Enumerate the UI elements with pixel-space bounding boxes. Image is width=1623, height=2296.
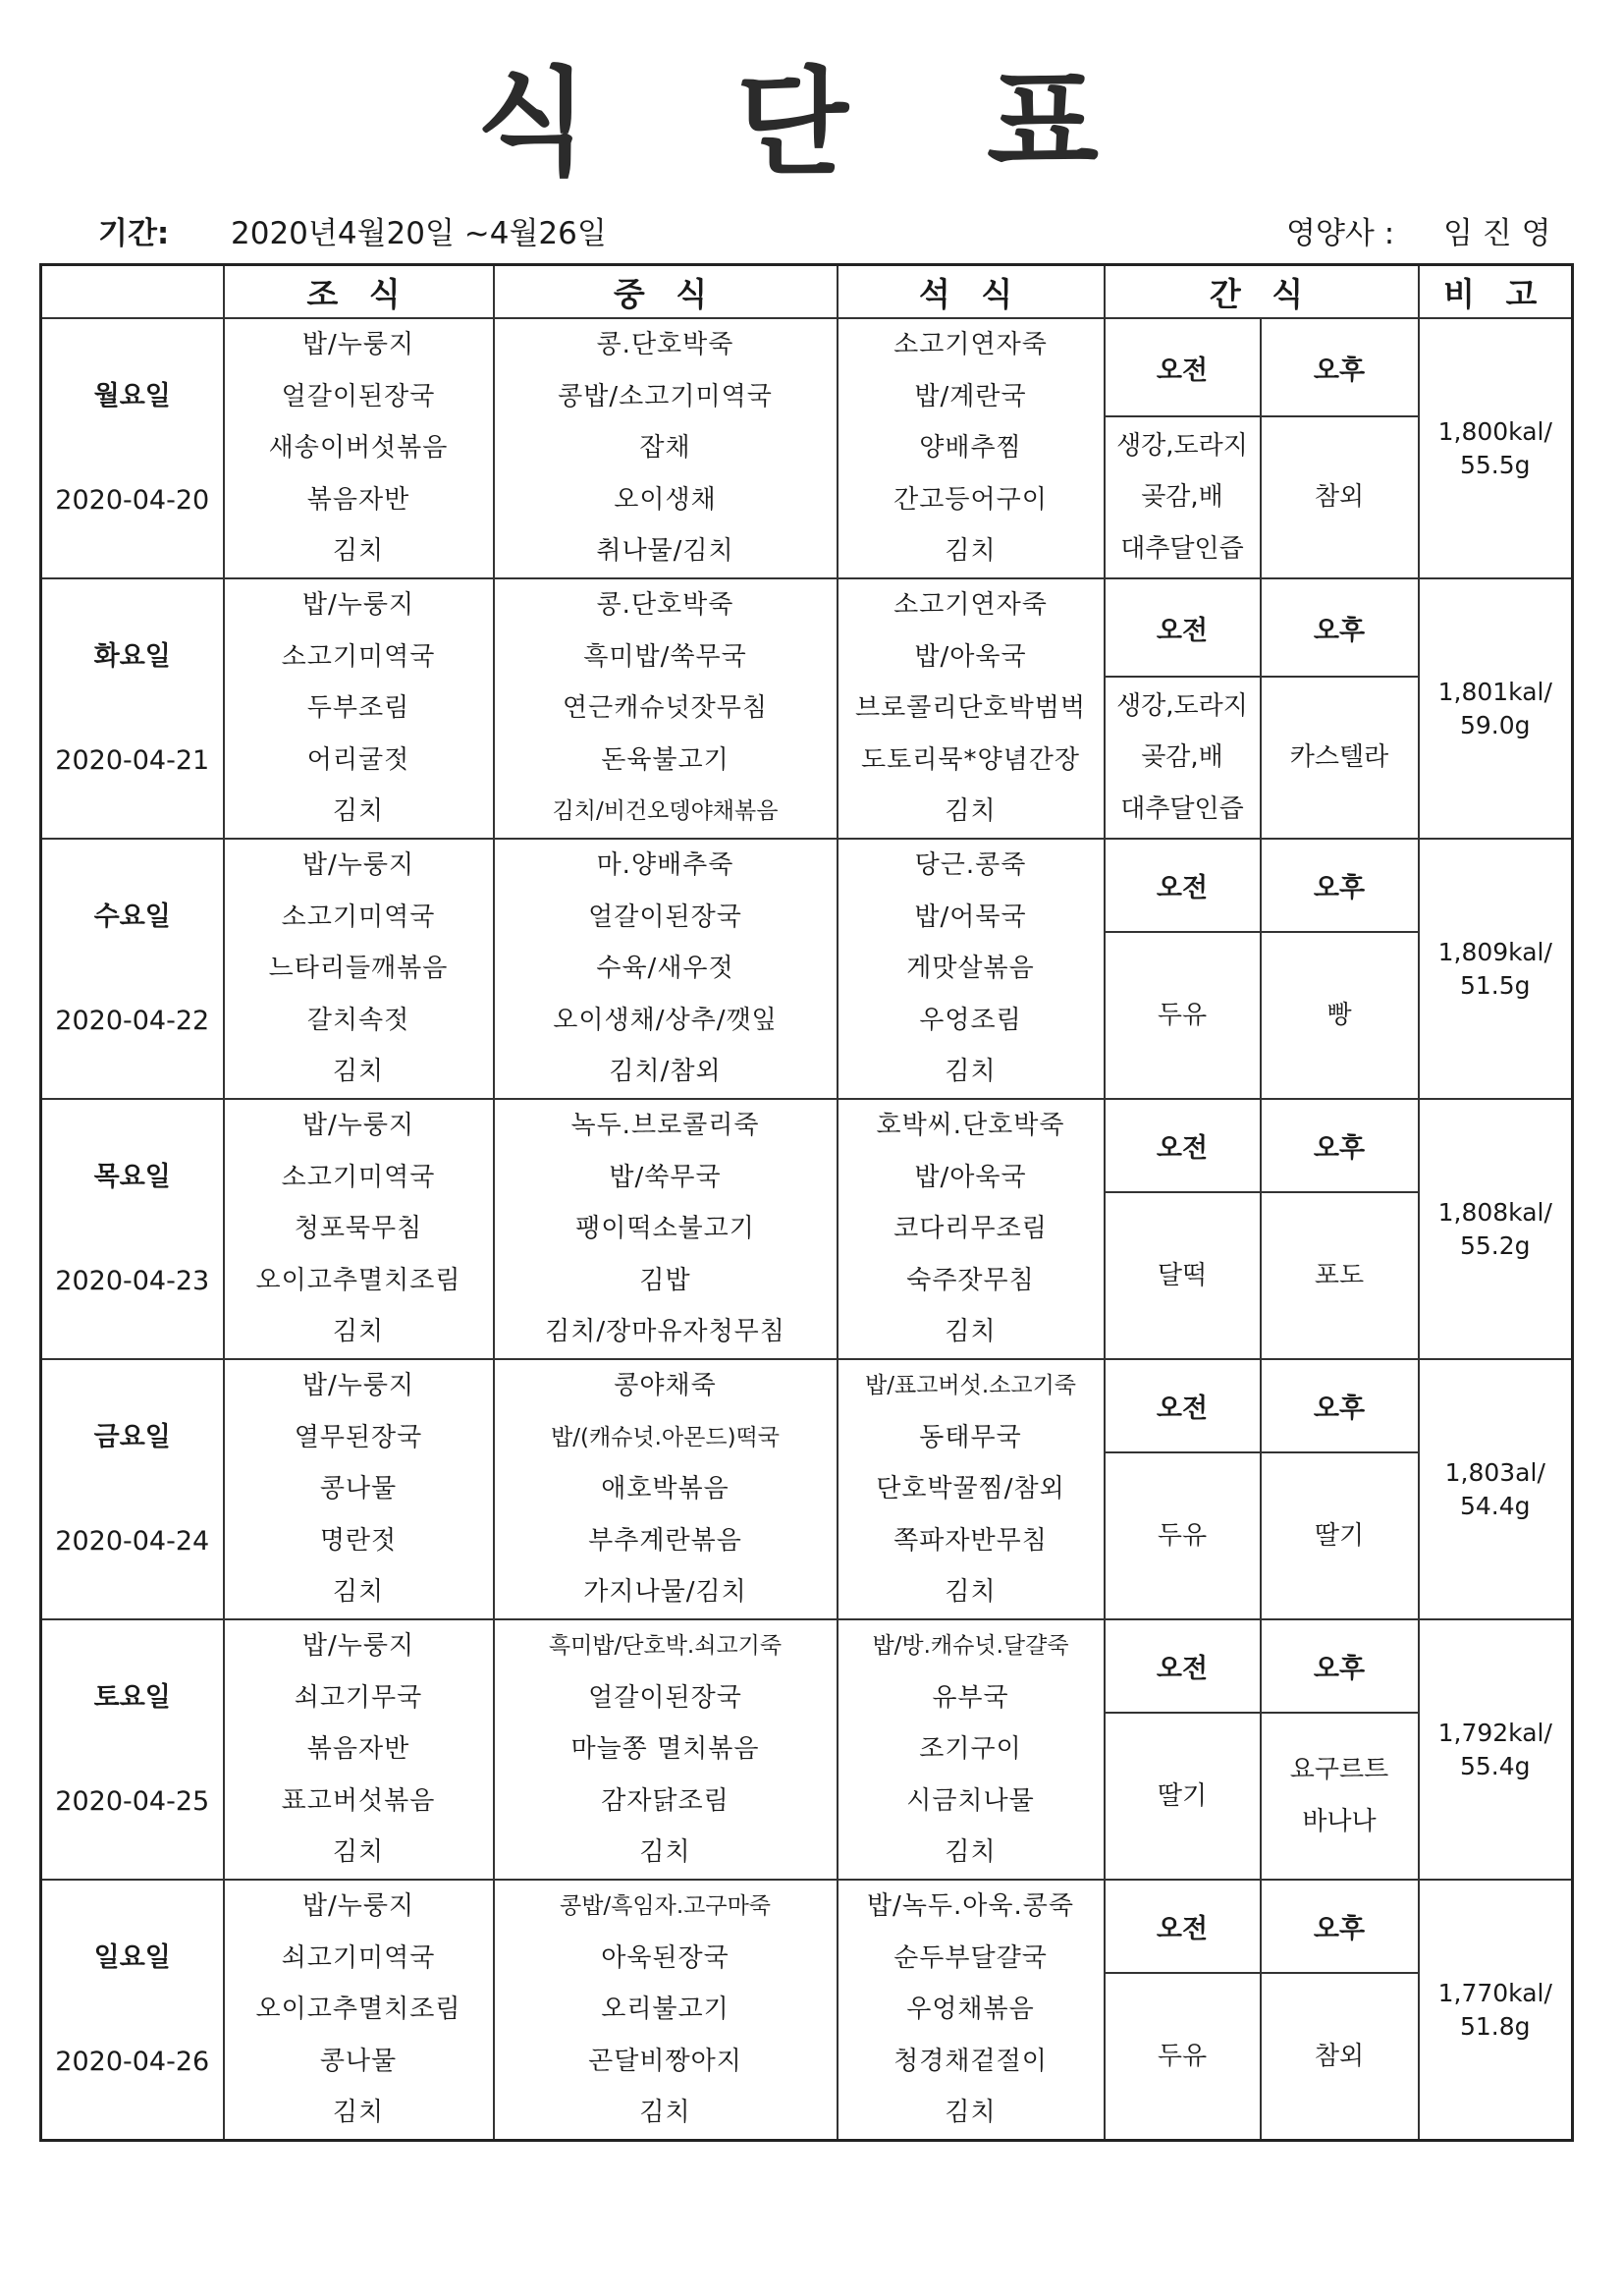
breakfast-item: 콩나물 [319, 2046, 398, 2076]
lunch-item: 흑미밥/단호박.쇠고기죽 [548, 1633, 783, 1660]
lunch-cell [494, 318, 838, 578]
lunch-item: 팽이떡소불고기 [575, 1214, 755, 1244]
breakfast-item: 밥/누룽지 [301, 1631, 415, 1662]
dinner-item: 우엉채볶음 [906, 1995, 1035, 2025]
table-row [41, 1359, 1573, 1619]
dinner-item: 호박씨.단호박죽 [876, 1111, 1065, 1141]
breakfast-item: 두부조림 [306, 693, 410, 724]
snack-grid [1106, 1100, 1418, 1358]
lunch-cell [494, 1880, 838, 2141]
lunch-item: 애호박볶음 [601, 1474, 730, 1504]
breakfast-item: 밥/누룽지 [301, 850, 415, 881]
snack-pm-items [1262, 1453, 1418, 1618]
header-breakfast: 조 식 [224, 265, 494, 319]
breakfast-item: 소고기미역국 [281, 902, 436, 932]
snack-pm-item: 포도 [1314, 1260, 1365, 1290]
snack-cell [1105, 1880, 1419, 2141]
snack-grid [1106, 840, 1418, 1098]
dinner-cell [838, 1099, 1105, 1359]
breakfast-item: 청포묵무침 [294, 1214, 423, 1244]
breakfast-item: 오이고추멸치조림 [255, 1995, 461, 2025]
breakfast-item: 밥/누룽지 [301, 1111, 415, 1141]
snack-am-item: 두유 [1157, 1000, 1208, 1030]
snack-grid [1106, 1360, 1418, 1618]
lunch-item: 아욱된장국 [601, 1942, 730, 1973]
dinner-item: 밥/방.캐슈넛.달걀죽 [872, 1633, 1069, 1660]
note-cell [1419, 1619, 1573, 1880]
table-row [41, 1619, 1573, 1880]
dietitian-label: 영양사 : [1286, 216, 1395, 251]
snack-am-item: 곶감,배 [1141, 482, 1223, 513]
dinner-item: 당근.콩죽 [914, 850, 1027, 881]
day-cell [41, 1099, 224, 1359]
lunch-item: 김치 [639, 2098, 691, 2128]
dinner-item: 김치 [945, 1057, 997, 1087]
lunch-item: 얼갈이된장국 [588, 902, 742, 932]
breakfast-item: 볶음자반 [306, 1734, 410, 1765]
breakfast-item: 표고버섯볶음 [281, 1785, 436, 1816]
note-protein: 59.0g [1459, 710, 1531, 739]
lunch-item: 콩.단호박죽 [596, 330, 734, 360]
day-cell [41, 839, 224, 1099]
dinner-item: 청경채겉절이 [893, 2046, 1048, 2076]
snack-am-label: 오전 [1106, 1881, 1262, 1974]
day-cell [41, 578, 224, 839]
snack-am-item: 대추달인즙 [1120, 533, 1244, 564]
snack-pm-label: 오후 [1262, 840, 1418, 933]
note-protein: 55.5g [1459, 450, 1531, 479]
dinner-cell [838, 578, 1105, 839]
dinner-item: 김치 [945, 1837, 997, 1868]
breakfast-item: 열무된장국 [294, 1422, 423, 1452]
snack-am-items [1106, 933, 1262, 1098]
snack-am-item: 달떡 [1157, 1260, 1208, 1290]
snack-am-items [1106, 678, 1262, 838]
table-row [41, 1099, 1573, 1359]
breakfast-item: 김치 [332, 536, 385, 567]
lunch-cell [494, 839, 838, 1099]
snack-grid [1106, 319, 1418, 577]
day-date: 2020-04-24 [55, 1525, 210, 1557]
note-cell [1419, 839, 1573, 1099]
day-label: 목요일 [93, 1161, 171, 1192]
lunch-item: 김치/장마유자청무침 [545, 1317, 785, 1347]
lunch-item: 얼갈이된장국 [588, 1682, 742, 1713]
snack-am-label: 오전 [1106, 840, 1262, 933]
table-row [41, 839, 1573, 1099]
day-label: 금요일 [93, 1421, 171, 1452]
breakfast-item: 어리굴젓 [306, 744, 410, 775]
dinner-item: 양배추찜 [919, 433, 1022, 464]
note-cell [1419, 1099, 1573, 1359]
dinner-cell [838, 1359, 1105, 1619]
title-char-1: 식 [476, 55, 588, 191]
dinner-item: 쪽파자반무침 [893, 1525, 1048, 1556]
note-kcal: 1,808kal/ [1437, 1197, 1552, 1227]
snack-pm-items [1262, 1193, 1418, 1358]
title-char-2: 단 [736, 55, 848, 191]
snack-pm-label: 오후 [1262, 1881, 1418, 1974]
lunch-item: 돈육불고기 [601, 744, 730, 775]
note-kcal: 1,803al/ [1444, 1457, 1545, 1487]
breakfast-item: 김치 [332, 1057, 385, 1087]
note-cell [1419, 1359, 1573, 1619]
snack-pm-item: 빵 [1326, 1000, 1352, 1030]
snack-am-items [1106, 1714, 1262, 1879]
dinner-cell [838, 1880, 1105, 2141]
snack-grid [1106, 579, 1418, 838]
breakfast-cell [224, 1099, 494, 1359]
breakfast-item: 김치 [332, 1837, 385, 1868]
snack-cell [1105, 1619, 1419, 1880]
dinner-item: 조기구이 [919, 1734, 1022, 1765]
breakfast-item: 김치 [332, 2098, 385, 2128]
snack-pm-item: 딸기 [1314, 1520, 1365, 1551]
breakfast-item: 밥/누룽지 [301, 1891, 415, 1922]
snack-pm-items [1262, 678, 1418, 838]
note-kcal: 1,801kal/ [1437, 677, 1552, 706]
breakfast-item: 볶음자반 [306, 484, 410, 515]
lunch-item: 김치/비건오뎅야채볶음 [552, 798, 779, 825]
lunch-item: 연근캐슈넛잣무침 [563, 693, 768, 724]
table-row [41, 578, 1573, 839]
snack-pm-label: 오후 [1262, 1360, 1418, 1453]
dinner-item: 소고기연자죽 [893, 590, 1048, 621]
lunch-cell [494, 1359, 838, 1619]
note-protein: 55.2g [1459, 1230, 1531, 1260]
table-row [41, 1880, 1573, 2141]
note-kcal: 1,809kal/ [1437, 937, 1552, 966]
snack-pm-label: 오후 [1262, 1100, 1418, 1193]
snack-am-item: 두유 [1157, 1520, 1208, 1551]
day-label: 수요일 [93, 901, 171, 932]
lunch-item: 부추계란볶음 [588, 1525, 742, 1556]
lunch-item: 콩밥/흑임자.고구마죽 [559, 1893, 772, 1920]
day-label: 토요일 [93, 1681, 171, 1713]
snack-pm-label: 오후 [1262, 1620, 1418, 1714]
menu-table [39, 263, 1574, 2142]
day-date: 2020-04-23 [55, 1265, 210, 1296]
dinner-item: 밥/계란국 [914, 381, 1027, 411]
snack-am-item: 곶감,배 [1141, 742, 1223, 773]
breakfast-item: 소고기미역국 [281, 641, 436, 672]
dinner-item: 코다리무조림 [893, 1214, 1048, 1244]
breakfast-cell [224, 1880, 494, 2141]
header-snack: 간 식 [1105, 265, 1419, 319]
lunch-cell [494, 1619, 838, 1880]
lunch-item: 마.양배추죽 [596, 850, 734, 881]
dinner-item: 밥/표고버섯.소고기죽 [864, 1373, 1077, 1399]
dinner-item: 밥/어묵국 [914, 902, 1027, 932]
day-label: 일요일 [93, 1941, 171, 1973]
dinner-item: 시금치나물 [906, 1785, 1035, 1816]
lunch-item: 김밥 [639, 1265, 691, 1295]
breakfast-item: 명란젓 [319, 1525, 398, 1556]
breakfast-item: 김치 [332, 1577, 385, 1608]
lunch-item: 수육/새우젓 [596, 954, 734, 984]
dinner-item: 유부국 [932, 1682, 1009, 1713]
snack-cell [1105, 1099, 1419, 1359]
breakfast-item: 쇠고기미역국 [281, 1942, 436, 1973]
day-date: 2020-04-21 [55, 744, 210, 776]
snack-am-items [1106, 1974, 1262, 2139]
lunch-item: 김치 [639, 1837, 691, 1868]
snack-pm-label: 오후 [1262, 579, 1418, 678]
lunch-item: 취나물/김치 [596, 536, 734, 567]
breakfast-item: 밥/누룽지 [301, 590, 415, 621]
day-label: 월요일 [93, 380, 171, 411]
lunch-item: 밥/쑥무국 [609, 1162, 722, 1192]
lunch-item: 흑미밥/쑥무국 [583, 641, 747, 672]
snack-am-label: 오전 [1106, 1360, 1262, 1453]
header-dinner: 석 식 [838, 265, 1105, 319]
snack-am-items [1106, 417, 1262, 577]
breakfast-item: 밥/누룽지 [301, 330, 415, 360]
dinner-item: 게맛살볶음 [906, 954, 1035, 984]
snack-am-label: 오전 [1106, 579, 1262, 678]
breakfast-item: 김치 [332, 796, 385, 827]
dinner-cell [838, 1619, 1105, 1880]
day-date: 2020-04-25 [55, 1785, 210, 1817]
lunch-cell [494, 1099, 838, 1359]
note-cell [1419, 578, 1573, 839]
breakfast-item: 소고기미역국 [281, 1162, 436, 1192]
day-date: 2020-04-22 [55, 1005, 210, 1036]
note-protein: 51.8g [1459, 2011, 1531, 2041]
snack-am-item: 대추달인즙 [1120, 793, 1244, 824]
day-date: 2020-04-20 [55, 484, 210, 516]
snack-am-item: 생강,도라지 [1116, 430, 1248, 461]
lunch-item: 곤달비짱아지 [588, 2046, 742, 2076]
snack-am-item: 두유 [1157, 2041, 1208, 2071]
breakfast-item: 오이고추멸치조림 [255, 1265, 461, 1295]
dinner-cell [838, 318, 1105, 578]
breakfast-item: 쇠고기무국 [294, 1682, 423, 1713]
dinner-item: 김치 [945, 536, 997, 567]
dinner-item: 브로콜리단호박범벅 [854, 693, 1087, 724]
page-title [0, 55, 1623, 191]
lunch-item: 감자닭조림 [601, 1785, 730, 1816]
snack-grid [1106, 1620, 1418, 1879]
dinner-cell [838, 839, 1105, 1099]
note-cell [1419, 1880, 1573, 2141]
lunch-item: 잡채 [639, 433, 691, 464]
dinner-item: 밥/녹두.아욱.콩죽 [866, 1891, 1075, 1922]
snack-pm-items [1262, 1714, 1418, 1879]
breakfast-item: 느타리들깨볶음 [268, 954, 449, 984]
note-kcal: 1,792kal/ [1437, 1718, 1552, 1747]
snack-am-label: 오전 [1106, 1620, 1262, 1714]
breakfast-cell [224, 1619, 494, 1880]
dinner-item: 김치 [945, 1577, 997, 1608]
lunch-item: 콩.단호박죽 [596, 590, 734, 621]
breakfast-cell [224, 1359, 494, 1619]
header-day [41, 265, 224, 319]
breakfast-item: 갈치속젓 [306, 1005, 410, 1035]
snack-cell [1105, 1359, 1419, 1619]
snack-am-items [1106, 1453, 1262, 1618]
breakfast-item: 콩나물 [319, 1474, 398, 1504]
lunch-item: 김치/참외 [609, 1057, 722, 1087]
note-kcal: 1,770kal/ [1437, 1978, 1552, 2007]
snack-cell [1105, 839, 1419, 1099]
snack-am-label: 오전 [1106, 1100, 1262, 1193]
note-cell [1419, 318, 1573, 578]
dinner-item: 김치 [945, 2098, 997, 2128]
dinner-item: 김치 [945, 1317, 997, 1347]
dinner-item: 소고기연자죽 [893, 330, 1048, 360]
day-cell [41, 1359, 224, 1619]
table-header-row [41, 265, 1573, 319]
dinner-item: 순두부달걀국 [893, 1942, 1048, 1973]
lunch-item: 오리불고기 [601, 1995, 730, 2025]
day-cell [41, 318, 224, 578]
lunch-item: 밥/(캐슈넛.아몬드)떡국 [551, 1424, 780, 1450]
dinner-item: 숙주잣무침 [906, 1265, 1035, 1295]
header-lunch: 중 식 [494, 265, 838, 319]
snack-pm-item: 카스텔라 [1289, 742, 1389, 773]
breakfast-item: 얼갈이된장국 [281, 381, 436, 411]
snack-pm-label: 오후 [1262, 319, 1418, 417]
day-label: 화요일 [93, 640, 171, 672]
snack-pm-item: 요구르트 [1289, 1755, 1389, 1785]
snack-pm-items [1262, 1974, 1418, 2139]
day-date: 2020-04-26 [55, 2046, 210, 2077]
snack-am-item: 생강,도라지 [1116, 690, 1248, 721]
snack-pm-items [1262, 933, 1418, 1098]
lunch-item: 오이생채 [614, 484, 717, 515]
note-protein: 54.4g [1459, 1491, 1531, 1520]
note-protein: 55.4g [1459, 1751, 1531, 1780]
dinner-item: 단호박꿀찜/참외 [876, 1474, 1065, 1504]
snack-grid [1106, 1881, 1418, 2139]
dinner-item: 간고등어구이 [893, 484, 1048, 515]
dinner-item: 우엉조림 [919, 1005, 1022, 1035]
dinner-item: 밥/아욱국 [914, 1162, 1027, 1192]
note-protein: 51.5g [1459, 970, 1531, 1000]
breakfast-item: 밥/누룽지 [301, 1371, 415, 1401]
lunch-item: 콩밥/소고기미역국 [558, 381, 773, 411]
snack-am-label: 오전 [1106, 319, 1262, 417]
table-row [41, 318, 1573, 578]
breakfast-cell [224, 578, 494, 839]
lunch-item: 오이생채/상추/깻잎 [553, 1005, 778, 1035]
dinner-item: 도토리묵*양념간장 [861, 744, 1080, 775]
lunch-item: 가지나물/김치 [583, 1577, 747, 1608]
snack-pm-item: 참외 [1314, 2041, 1365, 2071]
dinner-item: 동태무국 [919, 1422, 1022, 1452]
lunch-item: 콩야채죽 [614, 1371, 717, 1401]
snack-am-item: 딸기 [1157, 1780, 1208, 1811]
day-cell [41, 1880, 224, 2141]
header-note: 비 고 [1419, 265, 1573, 319]
day-cell [41, 1619, 224, 1880]
snack-am-items [1106, 1193, 1262, 1358]
breakfast-cell [224, 318, 494, 578]
breakfast-item: 김치 [332, 1317, 385, 1347]
note-kcal: 1,800kal/ [1437, 416, 1552, 446]
lunch-item: 녹두.브로콜리죽 [570, 1111, 760, 1141]
dinner-item: 김치 [945, 796, 997, 827]
snack-pm-items [1262, 417, 1418, 577]
snack-cell [1105, 318, 1419, 578]
dinner-item: 밥/아욱국 [914, 641, 1027, 672]
lunch-item: 마늘쫑 멸치볶음 [570, 1734, 760, 1765]
snack-pm-item: 바나나 [1302, 1807, 1377, 1836]
breakfast-item: 새송이버섯볶음 [268, 433, 449, 464]
period-value: 2020년4월20일 ~4월26일 [231, 216, 607, 251]
dietitian-name: 임 진 영 [1443, 216, 1551, 251]
snack-cell [1105, 578, 1419, 839]
snack-pm-item: 참외 [1314, 482, 1365, 513]
breakfast-cell [224, 839, 494, 1099]
title-char-3: 표 [987, 55, 1099, 191]
period-label: 기간: [98, 216, 170, 251]
lunch-cell [494, 578, 838, 839]
